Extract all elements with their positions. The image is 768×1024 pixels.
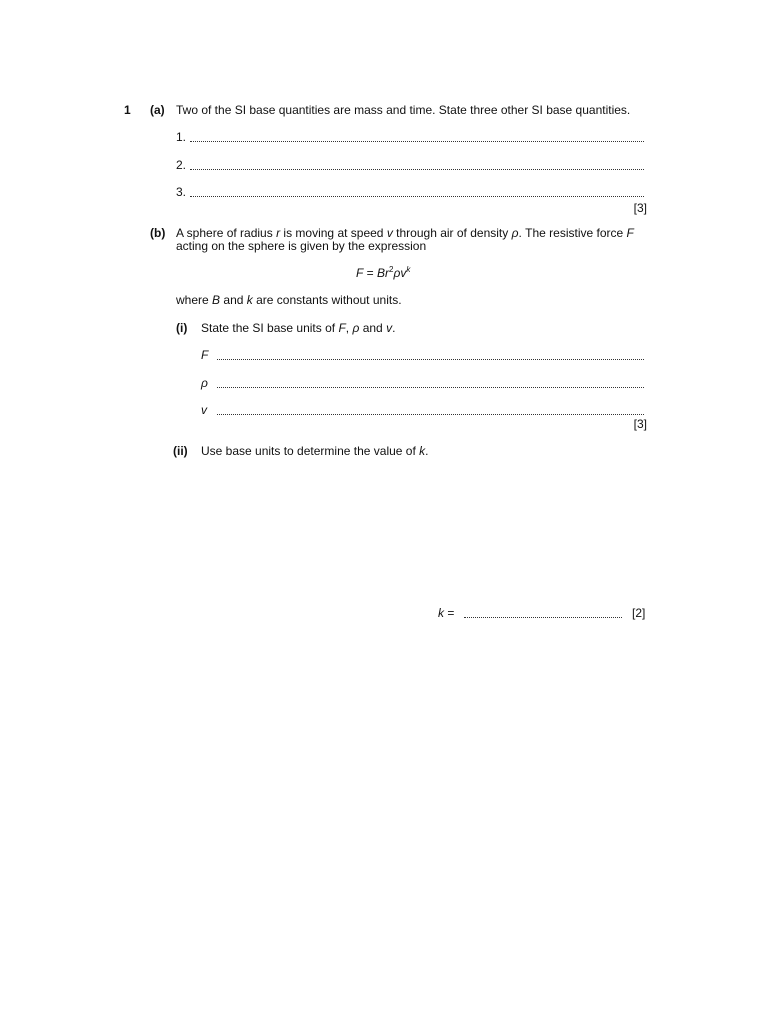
part-b-label: (b) (150, 226, 166, 240)
part-a-answer-3-line[interactable] (190, 196, 644, 197)
part-a-answer-2-label: 2. (176, 158, 187, 172)
part-a-marks: [3] (633, 201, 647, 215)
part-a-answer-1-line[interactable] (190, 141, 644, 142)
part-b-intro-line2: acting on the sphere is given by the expression (176, 239, 427, 253)
sub-i-label: (i) (176, 321, 188, 335)
part-a-answer-2-line[interactable] (190, 169, 644, 170)
part-b-intro-line1: A sphere of radius r is moving at speed v through air of density ρ. The resistive force F (176, 226, 634, 240)
part-a-prompt: Two of the SI base quantities are mass and time. State three other SI base quantities. (176, 103, 631, 117)
part-a-answer-1-label: 1. (176, 130, 187, 144)
sub-ii-prompt: Use base units to determine the value of k. (201, 444, 429, 458)
sub-i-answer-v-line[interactable] (217, 414, 644, 415)
sub-i-answer-rho-line[interactable] (217, 387, 644, 388)
sub-ii-label: (ii) (173, 444, 188, 458)
sub-ii-marks: [2] (632, 606, 646, 620)
sub-i-marks: [3] (633, 417, 647, 431)
part-b-where-text: where B and k are constants without units. (176, 293, 402, 307)
sub-ii-answer-line[interactable] (464, 617, 622, 618)
sub-i-answer-F-label: F (201, 348, 209, 362)
sub-i-answer-v-label: v (201, 403, 207, 417)
sub-i-answer-rho-label: ρ (201, 376, 208, 390)
question-number: 1 (124, 103, 131, 117)
part-a-label: (a) (150, 103, 165, 117)
sub-ii-answer-label: k = (438, 606, 455, 620)
sub-i-answer-F-line[interactable] (217, 359, 644, 360)
part-a-answer-3-label: 3. (176, 185, 187, 199)
sub-i-prompt: State the SI base units of F, ρ and v. (201, 321, 396, 335)
part-b-equation: $F = Br^2\rho v^k$ (356, 265, 411, 280)
